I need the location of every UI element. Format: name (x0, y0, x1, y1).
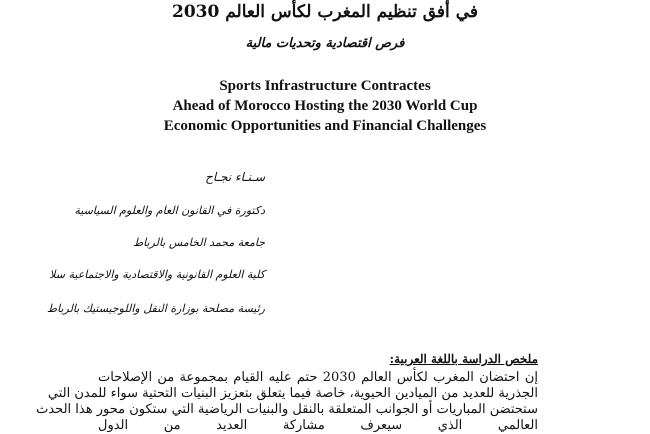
arabic-subtitle: فرص اقتصادية وتحديات مالية (245, 36, 405, 51)
author-degree: دكتورة في القانون العام والعلوم السياسية (74, 204, 265, 217)
abstract-line: الجذرية للعديد من الميادين الحيوية، خاصة فيما يتعلق بتعزيز البنيات التحتية سواء للمدن التي (47, 386, 538, 401)
author-name: سـنـاء نجـاح (205, 170, 265, 184)
english-title-line-3: Economic Opportunities and Financial Challenges (163, 118, 487, 134)
author-university: جامعة محمد الخامس بالرباط (132, 236, 265, 249)
arabic-title: في أفق تنظيم المغرب لكأس العالم 2030 (171, 2, 478, 22)
abstract-line: العالمي الذي سيعرف مشاركة العديد من الدول (98, 418, 538, 433)
abstract-line: ستحتضن المباريات أو الجوانب المتعلقة بالنقل والبنيات الرياضية التي ستكون محور هذا الحدث (36, 402, 538, 417)
english-title-line-2: Ahead of Morocco Hosting the 2030 World Cup (172, 98, 478, 114)
abstract-heading: ملخص الدراسة باللغة العربية: (389, 352, 538, 366)
author-position: رئيسة مصلحة بوزارة النقل واللوجيستيك بالرباط (46, 302, 265, 315)
author-faculty: كلية العلوم القانونية والاقتصادية والاجتماعية سلا (49, 268, 265, 281)
english-title-line-1: Sports Infrastructure Contractes (219, 78, 431, 94)
abstract-line: إن احتضان المغرب لكأس العالم 2030 حتم عليه القيام بمجموعة من الإصلاحات (98, 370, 538, 385)
